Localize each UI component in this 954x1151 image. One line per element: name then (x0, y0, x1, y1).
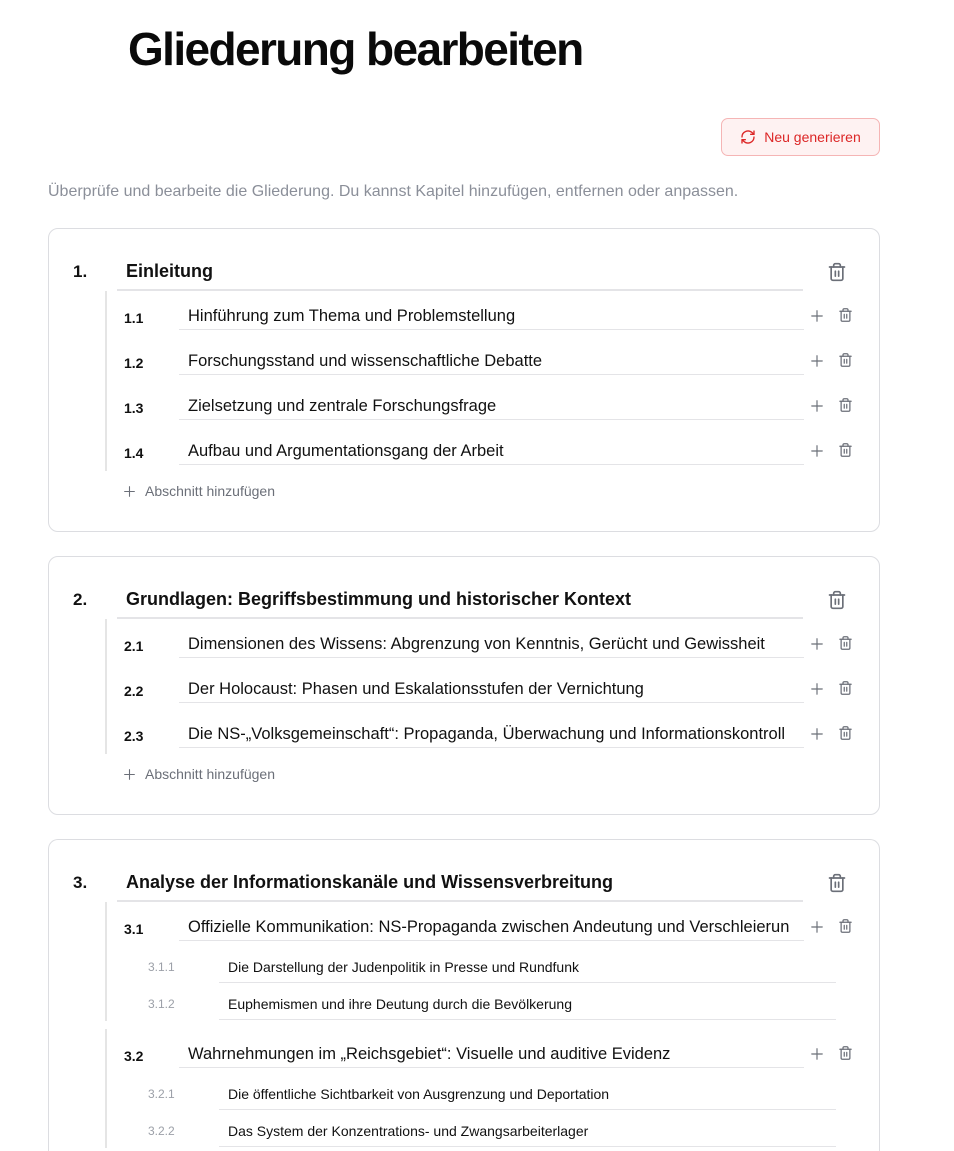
plus-icon[interactable] (810, 682, 824, 696)
chapter-title-input[interactable]: Analyse der Informationskanäle und Wissensverbreitung (117, 860, 803, 902)
trash-icon[interactable] (827, 589, 847, 611)
chapter-card (48, 228, 880, 532)
trash-icon[interactable] (827, 872, 847, 894)
section-item (105, 336, 879, 381)
plus-icon[interactable] (810, 309, 824, 323)
subsection-number: 3.1.2 (148, 997, 175, 1011)
section-title-input[interactable]: Forschungsstand und wissenschaftliche Debatte (179, 342, 804, 375)
section-number: 1.1 (124, 310, 144, 326)
section-title-input[interactable]: Der Holocaust: Phasen und Eskalationsstufen der Vernichtung (179, 670, 804, 703)
subsection-title-input[interactable]: Die öffentliche Sichtbarkeit von Ausgrenzung und Deportation (219, 1077, 836, 1110)
chapter-number: 3. (73, 873, 88, 892)
section-list (105, 619, 879, 794)
subsection-number: 3.2.2 (148, 1124, 175, 1138)
section-title-input[interactable]: Hinführung zum Thema und Problemstellung (179, 297, 804, 330)
section-item (105, 1029, 879, 1148)
section-item (105, 381, 879, 426)
subsection-title-input[interactable]: Die Darstellung der Judenpolitik in Presse und Rundfunk (219, 950, 836, 983)
chapter-title-input[interactable]: Grundlagen: Begriffsbestimmung und historischer Kontext (117, 577, 803, 619)
subsection-title-input[interactable]: Das System der Konzentrations- und Zwangsarbeiterlager (219, 1114, 836, 1147)
section-item (105, 619, 879, 664)
section-number: 1.4 (124, 445, 144, 461)
chapter-number: 2. (73, 590, 88, 609)
subsection-number: 3.2.1 (148, 1087, 175, 1101)
chapter-number: 1. (73, 262, 88, 281)
chapter-card (48, 556, 880, 815)
subsection-item (107, 984, 879, 1021)
section-item (105, 291, 879, 336)
add-section-label: Abschnitt hinzufügen (145, 766, 275, 782)
section-number: 1.3 (124, 400, 144, 416)
subsection-title-input[interactable]: Euphemismen und ihre Deutung durch die Bevölkerung (219, 987, 836, 1020)
section-number: 3.2 (124, 1048, 144, 1064)
section-item (105, 709, 879, 754)
add-section-label: Abschnitt hinzufügen (145, 483, 275, 499)
plus-icon[interactable] (810, 399, 824, 413)
section-number: 2.3 (124, 728, 144, 744)
plus-icon (123, 768, 136, 781)
add-section-button[interactable] (105, 471, 879, 511)
section-number: 3.1 (124, 921, 144, 937)
subsection-item (107, 1074, 879, 1111)
chapter-title-input[interactable]: Einleitung (117, 249, 803, 291)
plus-icon (123, 485, 136, 498)
section-title-input[interactable]: Zielsetzung und zentrale Forschungsfrage (179, 387, 804, 420)
section-item (105, 426, 879, 471)
subsection-item (107, 947, 879, 984)
section-title-input[interactable]: Wahrnehmungen im „Reichsgebiet“: Visuelle und auditive Evidenz (179, 1035, 804, 1068)
trash-icon[interactable] (838, 917, 853, 935)
subsection-item (107, 1111, 879, 1148)
section-title-input[interactable]: Die NS-„Volksgemeinschaft“: Propaganda, Überwachung und Informationskontroll (179, 715, 804, 748)
trash-icon[interactable] (838, 441, 853, 459)
section-title-input[interactable]: Aufbau und Argumentationsgang der Arbeit (179, 432, 804, 465)
plus-icon[interactable] (810, 1047, 824, 1061)
trash-icon[interactable] (838, 351, 853, 369)
page-title: Gliederung bearbeiten (128, 23, 583, 75)
section-title-input[interactable]: Dimensionen des Wissens: Abgrenzung von Kenntnis, Gerücht und Gewissheit (179, 625, 804, 658)
section-title-input[interactable]: Offizielle Kommunikation: NS-Propaganda zwischen Andeutung und Verschleierun (179, 908, 804, 941)
trash-icon[interactable] (838, 679, 853, 697)
regenerate-label: Neu generieren (764, 129, 861, 145)
plus-icon[interactable] (810, 444, 824, 458)
trash-icon[interactable] (838, 1044, 853, 1062)
trash-icon[interactable] (838, 724, 853, 742)
trash-icon[interactable] (827, 261, 847, 283)
section-list (105, 291, 879, 511)
trash-icon[interactable] (838, 634, 853, 652)
intro-text: Überprüfe und bearbeite die Gliederung. Du kannst Kapitel hinzufügen, entfernen oder anpassen. (48, 183, 739, 200)
section-number: 2.1 (124, 638, 144, 654)
refresh-icon (740, 129, 756, 145)
plus-icon[interactable] (810, 920, 824, 934)
section-item (105, 902, 879, 1021)
trash-icon[interactable] (838, 396, 853, 414)
section-number: 1.2 (124, 355, 144, 371)
chapter-card (48, 839, 880, 1151)
regenerate-button[interactable] (721, 118, 880, 156)
subsection-number: 3.1.1 (148, 960, 175, 974)
plus-icon[interactable] (810, 354, 824, 368)
section-item (105, 664, 879, 709)
section-list (105, 902, 879, 1148)
plus-icon[interactable] (810, 637, 824, 651)
add-section-button[interactable] (105, 754, 879, 794)
trash-icon[interactable] (838, 306, 853, 324)
plus-icon[interactable] (810, 727, 824, 741)
section-number: 2.2 (124, 683, 144, 699)
